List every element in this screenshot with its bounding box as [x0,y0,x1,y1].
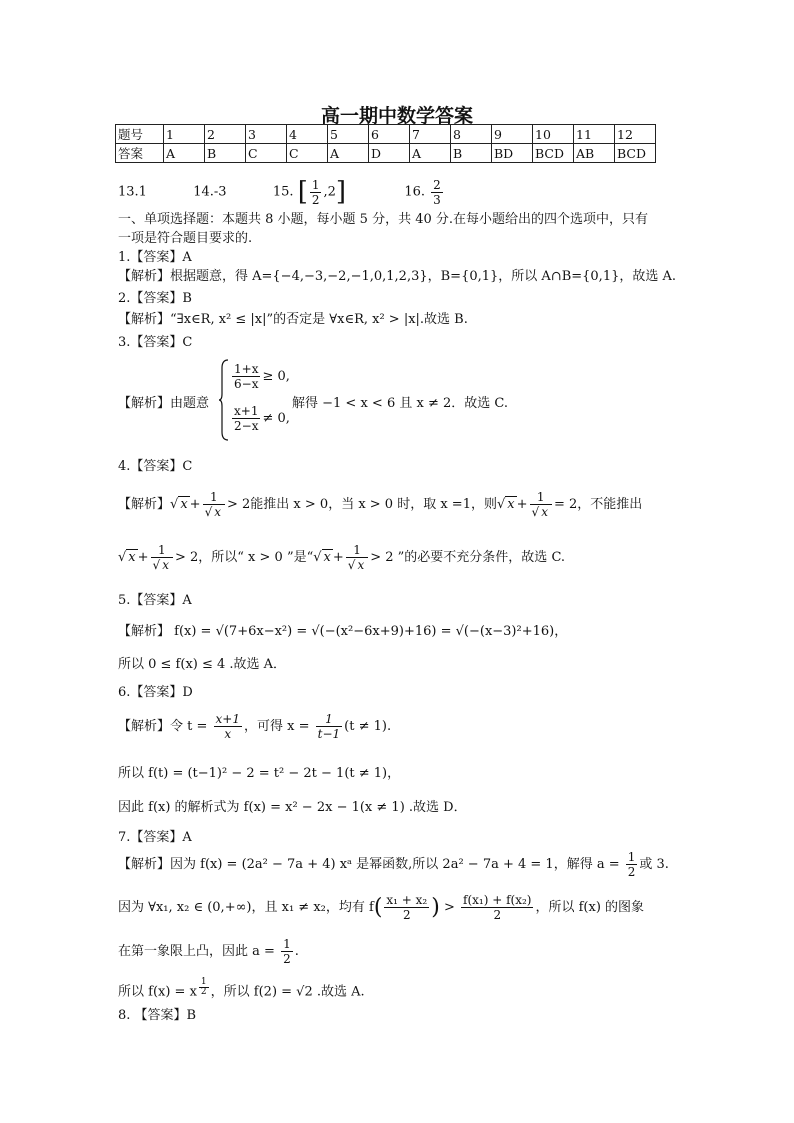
q15-label: 15. [272,184,294,200]
table-cell: C [246,144,287,163]
table-cell: 1 [164,125,205,144]
explain-4: 【解析】√ x + $\frac{1}{√ x}$ > 2能推出 x > 0，当 x > 0 时，取 x =1，则√ x + $\frac{1}{√ x}$ = 2，不能推出 [118,490,643,519]
section-intro: 一、单项选择题：本题共 8 小题，每小题 5 分，共 40 分.在每小题给出的四个选项中，只有 [118,212,649,227]
table-cell: BCD [533,144,574,163]
answer-3: 3.【答案】C [118,335,193,350]
page-title: 高一期中数学答案 [320,105,473,127]
explain-7-cont: 在第一象限上凸，因此 a = $\frac{1}{2}$ . [118,937,299,966]
explain-5: 【解析】 f(x) = √(7+6x−x²) = √(−(x²−6x+9)+16) = √(−(x−3)²+16)， [118,624,568,639]
explain-7: 【解析】因为 f(x) = (2a² − 7a + 4) xᵃ 是幂函数,所以 2a² − 7a + 4 = 1，解得 a = $\frac{1}{2}$ 或 3. [118,850,669,879]
table-cell: 答案 [116,144,164,163]
table-cell: BD [492,144,533,163]
explain-1: 【解析】根据题意，得 A={−4,−3,−2,−1,0,1,2,3}，B={0,1}，所以 A∩B={0,1}，故选 A. [118,269,677,284]
table-cell: BCD [615,144,656,163]
fill-answers: 13.1 14.-3 15. [ $\frac{1}{2}$ ,2] 16. $\frac{2}{3}$ [118,177,441,207]
table-cell: 8 [451,125,492,144]
table-cell: A [328,144,369,163]
table-cell: 11 [574,125,615,144]
explain-4-cont: √ x + $\frac{1}{√ x}$ > 2，所以“ x > 0 ”是“√ x + $\frac{1}{√ x}$ > 2 ”的必要不充分条件，故选 C. [118,543,566,572]
table-cell: 6 [369,125,410,144]
table-cell: 10 [533,125,574,144]
explain-7-cont: 因为 ∀x₁, x₂ ∈ (0,+∞)，且 x₁ ≠ x₂，均有 f( $\frac{\text{x₁ + x₂}}{2}$ ) > $\frac{\text{f(x₁) + f(x₂)}}{2}$ ，所以 f(x) 的图象 [118,893,645,922]
table-cell: A [410,144,451,163]
answer-1: 1.【答案】A [118,250,192,265]
answer-5: 5.【答案】A [118,593,192,608]
explain-3-label: 【解析】由题意 [118,396,210,411]
table-cell: A [164,144,205,163]
answer-4: 4.【答案】C [118,459,193,474]
explain-5-cont: 所以 0 ≤ f(x) ≤ 4 .故选 A． [118,657,287,672]
table-cell: B [451,144,492,163]
explain-6: 【解析】令 t = $\frac{x+1}{x}$ ，可得 x = $\frac{1}{t-1}$ (t ≠ 1). [118,712,392,741]
table-cell: 2 [205,125,246,144]
answer-7: 7.【答案】A [118,830,192,845]
table-cell: D [369,144,410,163]
table-cell: B [205,144,246,163]
section-intro: 一项是符合题目要求的. [118,231,253,246]
answer-6: 6.【答案】D [118,685,193,700]
explain-3: 解得 −1 < x < 6 且 x ≠ 2．故选 C. [292,396,508,411]
answer-table [115,124,656,163]
brace-icon [218,358,230,442]
document-page: 高一期中数学答案 题号 1 2 3 4 5 6 7 8 9 10 11 12 答案 A B C C A D A B BD BCD AB BCD 13.1 14.-3 15. [ $\frac{1}{2}$ ,2] 16. $\frac{2}{3}$ 一、单项选择题：本题共 8 小题，每小题 5 分，共 40 分.在每小题给出的四个选项中，只有 一项是符合题目要求的. 1.【答案】A 【解析】根据题意，得 A={−4,−3,−2,−1,0,1,2,3}，B={0,1}，所以 A∩B={0,1}，故选 A. 2.【答案】B 【解析】“∃x∈R, x² ≤ |x|”的否定是 ∀x∈R, x² > |x|.故选 B. 3.【答案】C 【解析】由题意 $\frac{1+x}{6-x}$ ≥ 0, $\frac{x+1}{2-x}$ ≠ 0, 解得 −1 < x < 6 且 x ≠ 2．故选 C. 4.【答案】C 【解析】√ x + $\frac{1}{√ x}$ > 2能推出 x > 0，当 x > 0 时，取 x =1，则√ x + $\frac{1}{√ x}$ = 2，不能推出 √ x + $\frac{1}{√ x}$ > 2，所以“ x > 0 ”是“√ x + $\frac{1}{√ x}$ > 2 ”的必要不充分条件，故选 C. 5.【答案】A 【解析】 f(x) = √(7+6x−x²) = √(−(x²−6x+9)+16) = √(−(x−3)²+16)， 所以 0 ≤ f(x) ≤ 4 .故选 A． 6.【答案】D 【解析】令 t = $\frac{x+1}{x}$ ，可得 x = $\frac{1}{t-1}$ (t ≠ 1). 所以 f(t) = (t−1)² − 2 = t² − 2t − 1(t ≠ 1)， 因此 f(x) 的解析式为 f(x) = x² − 2x − 1(x ≠ 1) .故选 D． 7.【答案】A 【解析】因为 f(x) = (2a² − 7a + 4) xᵃ 是幂函数,所以 2a² − 7a + 4 = 1，解得 a = $\frac{1}{2}$ 或 3. 因为 ∀x₁, x₂ ∈ (0,+∞)，且 x₁ ≠ x₂，均有 f( $\frac{\text{x₁ + x₂}}{2}$ ) > $\frac{\text{f(x₁) + f(x₂)}}{2}$ ，所以 f(x) 的图象 在第一象限上凸，因此 a = $\frac{1}{2}$ . 所以 f(x) = x $^{\frac{1}{2}}$ ，所以 f(2) = √2 .故选 A. 8. 【答案】B [0,0,794,1123]
table-cell: 12 [615,125,656,144]
q16-label: 16. [404,184,426,200]
explain-6-cont: 所以 f(t) = (t−1)² − 2 = t² − 2t − 1(t ≠ 1)， [118,766,401,781]
table-cell: AB [574,144,615,163]
answer-2: 2.【答案】B [118,291,192,306]
table-cell: C [287,144,328,163]
table-row [116,125,656,144]
explain-2: 【解析】“∃x∈R, x² ≤ |x|”的否定是 ∀x∈R, x² > |x|.故选 B. [118,312,468,327]
table-cell: 题号 [116,125,164,144]
table-cell: 7 [410,125,451,144]
table-cell: 4 [287,125,328,144]
table-cell: 3 [246,125,287,144]
table-cell: 9 [492,125,533,144]
explain-6-cont: 因此 f(x) 的解析式为 f(x) = x² − 2x − 1(x ≠ 1) .故选 D． [118,800,467,815]
explain-7-cont: 所以 f(x) = x $^{\frac{1}{2}}$ ，所以 f(2) = √2 .故选 A. [118,977,365,1000]
q14-answer: 14.-3 [193,184,227,200]
table-row [116,144,656,163]
answer-8: 8. 【答案】B [118,1008,197,1023]
table-cell: 5 [328,125,369,144]
q13-answer: 13.1 [118,184,147,200]
